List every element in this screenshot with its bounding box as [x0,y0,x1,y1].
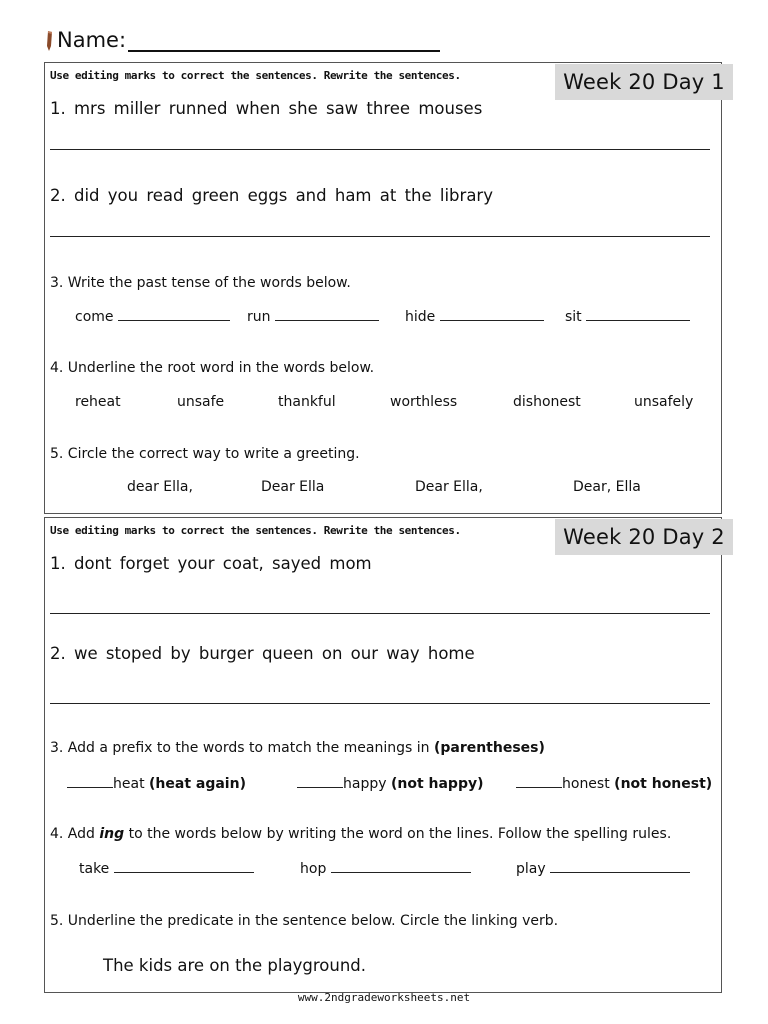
day2-question-5: 5. Underline the predicate in the sentence below. Circle the linking verb. [50,913,559,929]
day1-question-5: 5. Circle the correct way to write a greeting. [50,446,360,462]
ing-word: play [516,861,546,877]
greeting-option[interactable]: Dear Ella, [415,479,483,495]
prefix-meaning: (heat again) [149,776,246,792]
day1-answer-line-2[interactable] [50,236,710,237]
prefix-blank[interactable] [67,775,113,788]
prefix-meaning: (not happy) [390,776,484,792]
greeting-option[interactable]: dear Ella, [127,479,193,495]
day2-answer-line-2[interactable] [50,703,710,704]
prefix-word: happy [343,776,387,792]
ing-item [300,860,471,877]
day1-question-3: 3. Write the past tense of the words below. [50,275,351,291]
greeting-option[interactable]: Dear, Ella [573,479,641,495]
root-word[interactable]: thankful [278,394,336,410]
prefix-item [297,775,484,792]
past-tense-blank[interactable] [118,308,230,321]
past-tense-word: run [247,309,271,325]
root-word[interactable]: unsafe [177,394,225,410]
name-header [46,28,440,52]
pencil-icon [46,30,54,52]
prefix-blank[interactable] [297,775,343,788]
past-tense-word: come [75,309,114,325]
day2-instructions: Use editing marks to correct the sentences. Rewrite the sentences. [50,524,461,537]
day1-badge: Week 20 Day 1 [555,64,733,100]
ing-blank[interactable] [550,860,690,873]
greeting-option[interactable]: Dear Ella [261,479,325,495]
prefix-item [516,775,712,792]
day2-answer-line-1[interactable] [50,613,710,614]
past-tense-item [247,308,379,325]
prefix-blank[interactable] [516,775,562,788]
day2-question-3 [50,740,545,756]
past-tense-blank[interactable] [275,308,379,321]
day1-sentence-2: 2. did you read green eggs and ham at the library [50,186,493,205]
past-tense-blank[interactable] [440,308,544,321]
ing-item [79,860,254,877]
q4-pre: 4. Add [50,826,100,842]
q4-ing: ing [99,826,125,842]
root-word[interactable]: worthless [390,394,458,410]
past-tense-item [75,308,230,325]
ing-word: take [79,861,110,877]
q4-post: to the words below by writing the word on the lines. Follow the spelling rules. [124,826,672,842]
q3-text: 3. Add a prefix to the words to match the meanings in [50,740,434,756]
name-label: Name: [57,28,127,52]
past-tense-word: sit [565,309,582,325]
day1-answer-line-1[interactable] [50,149,710,150]
day2-sentence-1: 1. dont forget your coat, sayed mom [50,554,372,573]
day2-badge: Week 20 Day 2 [555,519,733,555]
root-word[interactable]: dishonest [513,394,581,410]
ing-word: hop [300,861,327,877]
ing-blank[interactable] [114,860,254,873]
past-tense-item [405,308,544,325]
root-word[interactable]: unsafely [634,394,694,410]
prefix-word: honest [562,776,610,792]
day2-section [44,517,725,993]
predicate-sentence[interactable]: The kids are on the playground. [103,956,366,975]
footer-url: www.2ndgradeworksheets.net [297,991,471,1004]
past-tense-blank[interactable] [586,308,690,321]
q3-bold: (parentheses) [433,740,545,756]
past-tense-item [565,308,690,325]
ing-blank[interactable] [331,860,471,873]
name-field[interactable] [128,28,440,52]
day1-section [44,62,725,514]
day2-question-4 [50,826,671,842]
root-word[interactable]: reheat [75,394,121,410]
day2-sentence-2: 2. we stoped by burger queen on our way home [50,644,475,663]
day1-question-4: 4. Underline the root word in the words below. [50,360,375,376]
prefix-item [67,775,246,792]
day1-sentence-1: 1. mrs miller runned when she saw three mouses [50,99,483,118]
ing-item [516,860,690,877]
past-tense-word: hide [405,309,436,325]
prefix-meaning: (not honest) [614,776,713,792]
prefix-word: heat [113,776,145,792]
day1-instructions: Use editing marks to correct the sentences. Rewrite the sentences. [50,69,461,82]
